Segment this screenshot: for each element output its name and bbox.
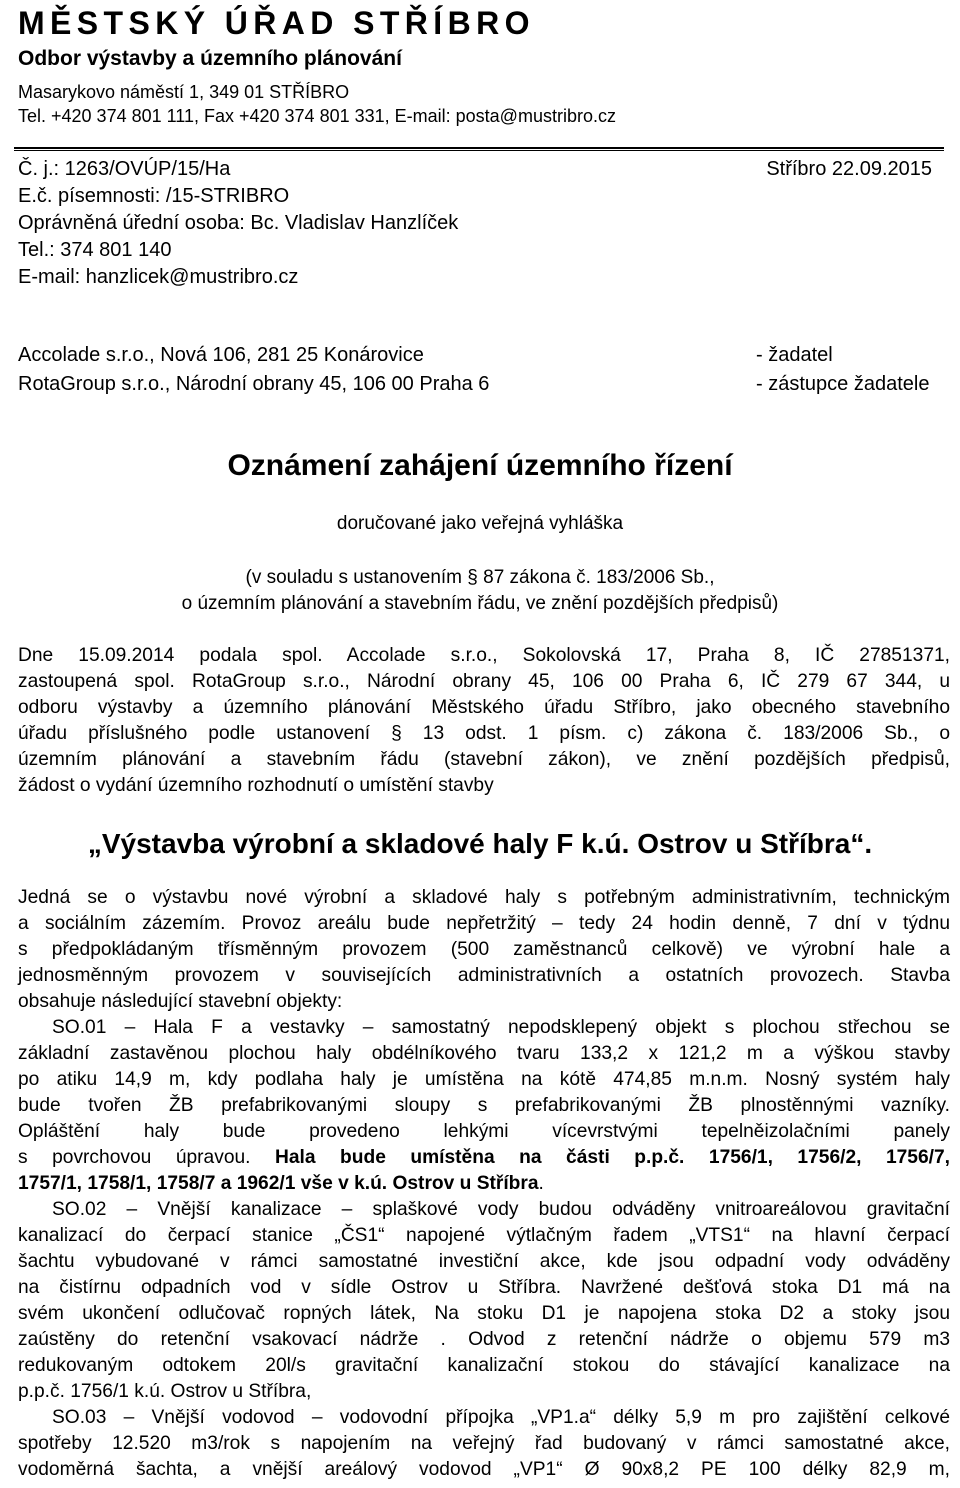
office-contact: Tel. +420 374 801 111, Fax +420 374 801 331, E-mail: posta@mustribro.cz — [18, 106, 616, 126]
letterhead — [18, 0, 938, 128]
text-line: p.p.č. 1756/1 k.ú. Ostrov u Stříbra, — [18, 1381, 312, 1402]
text-line: jednosměnným provozem v souvisejících administrativních a ostatních provozech. Stavba — [18, 965, 950, 986]
text-line: základní zastavěnou plochou haly obdélníkového tvaru 133,2 x 121,2 m a výškou stavby — [18, 1043, 950, 1064]
project-title: „Výstavba výrobní a skladové haly F k.ú. Ostrov u Stříbra“. — [87, 828, 873, 859]
text-line: spotřeby 12.520 m3/rok s napojením na veřejný řad budovaný v rámci samostatné akce, — [18, 1433, 950, 1454]
official-email: E-mail: hanzlicek@mustribro.cz — [18, 266, 299, 288]
text-line: Opláštění haly bude provedeno lehkými vícevrstvými tepelněizolačními panely — [18, 1121, 950, 1142]
intro-paragraph — [18, 643, 950, 799]
party-row — [18, 370, 948, 399]
text-line: bude tvořen ŽB prefabrikovanými sloupy s prefabrikovanými ŽB plnostěnnými vazníky. — [18, 1095, 950, 1116]
text-line: kanalizací do čerpací stanice „ČS1“ napojené výtlačným řadem „VTS1“ na hlavní čerpací — [18, 1225, 950, 1246]
so03-paragraph — [18, 1405, 950, 1483]
official-tel: Tel.: 374 801 140 — [18, 239, 172, 261]
text-line: žádost o vydání územního rozhodnutí o umístění stavby — [18, 775, 494, 796]
text-line: zastoupená spol. RotaGroup s.r.o., Národní obrany 45, 106 00 Praha 6, IČ 279 67 344, u — [18, 671, 950, 692]
so01-paragraph — [18, 1015, 950, 1197]
legal-basis-line-2: o územním plánování a stavebním řádu, ve znění pozdějších předpisů) — [181, 593, 779, 614]
text-line: SO.02 – Vnější kanalizace – splaškové vody budou odváděny vnitroareálovou gravitační — [52, 1199, 950, 1220]
text-line — [18, 1171, 950, 1197]
text-line: a sociálním zázemím. Provoz areálu bude nepřetržitý – tedy 24 hodin denně, 7 dní v týdnu — [18, 913, 950, 934]
party-role: - zástupce žadatele — [756, 373, 930, 395]
text-line: územním plánování a stavebním řádu (stavební zákon), ve znění pozdějších předpisů, — [18, 749, 950, 770]
office-address: Masarykovo náměstí 1, 349 01 STŘÍBRO — [18, 82, 350, 102]
text-line: odboru výstavby a územního plánování Městského úřadu Stříbro, jako obecného stavebního — [18, 697, 950, 718]
description-paragraph — [18, 885, 950, 1015]
text-line: obsahuje následující stavební objekty: — [18, 991, 343, 1012]
notice-heading: Oznámení zahájení územního řízení — [227, 449, 733, 482]
delivery-note: doručované jako veřejná vyhláška — [336, 513, 624, 534]
office-title: MĚSTSKÝ ÚŘAD STŘÍBRO — [18, 5, 535, 41]
text-line: na čistírnu odpadních vod v sídle Ostrov u Stříbra. Navržené dešťová stoka D1 má na — [18, 1277, 950, 1298]
document-meta — [18, 156, 938, 291]
header-divider — [14, 147, 944, 151]
text-line: úřadu příslušného podle ustanovení § 13 odst. 1 písm. c) zákona č. 183/2006 Sb., o — [18, 723, 950, 744]
text-line: SO.03 – Vnější vodovod – vodovodní přípojka „VP1.a“ délky 5,9 m pro zajištění celkové — [52, 1407, 950, 1428]
parcel-list-bold: Hala bude umístěna na části p.p.č. 1756/1, 1756/2, 1756/7, — [275, 1147, 950, 1168]
official-name: Oprávněná úřední osoba: Bc. Vladislav Hanzlíček — [18, 212, 459, 234]
parties-list — [18, 341, 948, 399]
text-line: Jedná se o výstavbu nové výrobní a skladové haly s potřebným administrativním, technickým — [18, 887, 950, 908]
reference-number: Č. j.: 1263/OVÚP/15/Ha — [18, 158, 231, 180]
so02-paragraph — [18, 1197, 950, 1405]
legal-basis-line-1: (v souladu s ustanovením § 87 zákona č. 183/2006 Sb., — [245, 567, 715, 588]
party-row — [18, 341, 948, 370]
text-line: vodoměrná šachta, a vnější areálový vodovod „VP1“ Ø 90x8,2 PE 100 délky 82,9 m, — [18, 1459, 950, 1480]
document-id: E.č. písemnosti: /15-STRIBRO — [18, 185, 290, 207]
text-line: po atiku 14,9 m, kdy podlaha haly je umístěna na kótě 474,85 m.n.m. Nosný systém haly — [18, 1069, 950, 1090]
text-span: s povrchovou úpravou. — [18, 1147, 275, 1168]
parcel-list-bold: 1757/1, 1758/1, 1758/7 a 1962/1 vše v k.ú. Ostrov u Stříbra — [18, 1173, 539, 1194]
party-role: - žadatel — [756, 344, 833, 366]
text-line: SO.01 – Hala F a vestavky – samostatný nepodsklepený objekt s plochou střechou se — [52, 1017, 950, 1038]
text-span: . — [538, 1173, 544, 1194]
party-name: RotaGroup s.r.o., Národní obrany 45, 106 00 Praha 6 — [18, 373, 490, 395]
document-date: Stříbro 22.09.2015 — [766, 158, 932, 180]
party-name: Accolade s.r.o., Nová 106, 281 25 Konárovice — [18, 344, 424, 366]
text-line: šachtu vybudované v rámci samostatné investiční akce, kde jsou odpadní vody odváděny — [18, 1251, 950, 1272]
text-line: svém ukončení odlučovač ropných látek, Na stoku D1 je napojena stoka D2 a stoky jsou — [18, 1303, 950, 1324]
department-name: Odbor výstavby a územního plánování — [18, 47, 402, 70]
text-line: redukovaným odtokem 20l/s gravitační kanalizační stokou do stávající kanalizace na — [18, 1355, 950, 1376]
text-line: s předpokládaným třísměnným provozem (500 zaměstnanců celkově) ve výrobní hale a — [18, 939, 950, 960]
text-line — [18, 1145, 950, 1171]
text-line: zaústěny do retenční vsakovací nádrže . Odvod z retenční nádrže o objemu 579 m3 — [18, 1329, 950, 1350]
text-line: Dne 15.09.2014 podala spol. Accolade s.r.o., Sokolovská 17, Praha 8, IČ 27851371, — [18, 645, 950, 666]
